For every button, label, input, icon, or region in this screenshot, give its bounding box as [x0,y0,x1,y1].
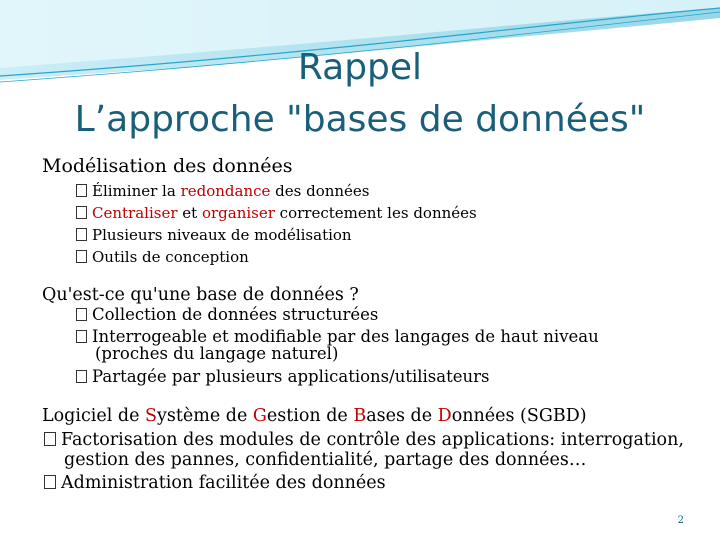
bullet-box-icon [76,250,87,263]
bullet-box-icon [76,308,87,321]
slide-title-line1: Rappel [297,47,423,88]
list-item: Plusieurs niveaux de modélisation [76,226,352,244]
bullet-box-icon [76,330,87,343]
list-item: Factorisation des modules de contrôle des applications: interrogation, [44,430,684,450]
section-heading-modelisation: Modélisation des données [42,155,293,177]
list-item: Éliminer la redondance des données [76,182,370,200]
list-item-continuation: gestion des pannes, confidentialité, partage des données… [64,450,587,470]
list-item: Collection de données structurées [76,305,378,324]
list-item-continuation: (proches du langage naturel) [95,344,339,363]
bullet-box-icon [44,432,56,446]
list-item: Outils de conception [76,248,249,266]
list-item: Centraliser et organiser correctement les données [76,204,477,222]
section-heading-base-de-donnees: Qu'est-ce qu'une base de données ? [42,285,359,305]
bullet-box-icon [76,228,87,241]
page-number: 2 [677,515,684,526]
list-item: Administration facilitée des données [44,473,386,493]
bullet-box-icon [76,370,87,383]
slide-title-line2: L’approche "bases de données" [74,99,646,140]
list-item: Interrogeable et modifiable par des langages de haut niveau [76,327,599,346]
section-heading-sgbd: Logiciel de Système de Gestion de Bases de Données (SGBD) [42,406,587,426]
bullet-box-icon [76,206,87,219]
bullet-box-icon [76,184,87,197]
list-item: Partagée par plusieurs applications/utilisateurs [76,367,489,386]
bullet-box-icon [44,475,56,489]
